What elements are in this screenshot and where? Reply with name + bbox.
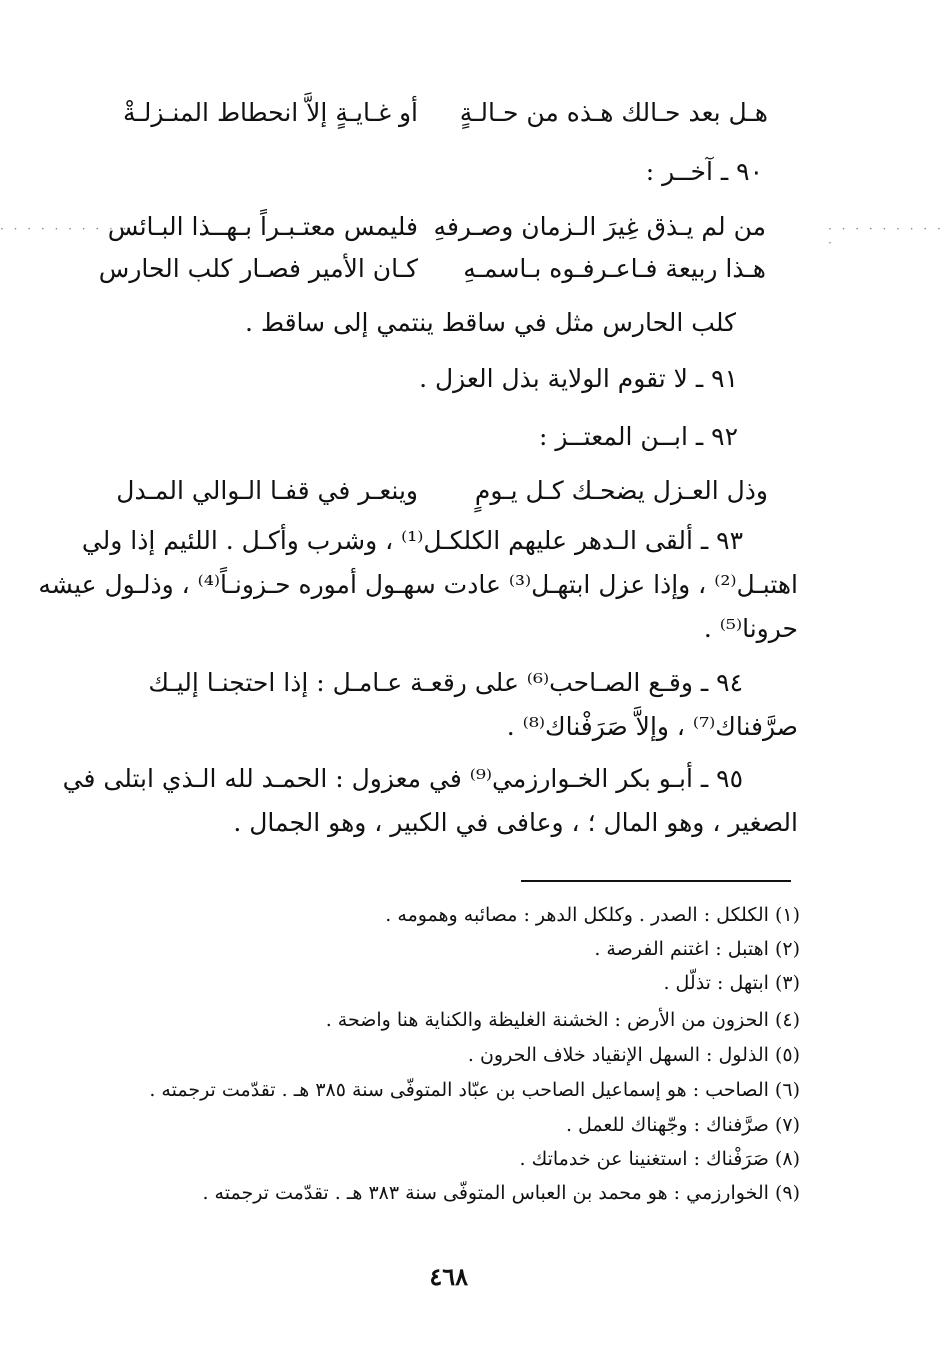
footnote-7: (٧) صرَّفناك : وجّهناك للعمل . xyxy=(565,1114,800,1136)
footnote-8: (٨) صَرَفْناك : استغنينا عن خدماتك . xyxy=(519,1148,800,1170)
para93-line3: حرونا⁽⁵⁾ . xyxy=(703,614,798,643)
margin-dots-right: · · · · · · · · · · xyxy=(828,222,944,250)
para93-line2: اهتبـل⁽²⁾ ، وإذا عزل ابتهـل⁽³⁾ عادت سهـول أموره حـزونـاً⁽⁴⁾ ، وذلـول عيشه xyxy=(38,570,798,599)
poem1-right-hemistich: هـل بعد حـالك هـذه من حـالـةٍ xyxy=(459,98,768,127)
para94-line1: ٩٤ ـ وقـع الصـاحب⁽⁶⁾ على رقعـة عـامـل : إذا احتجنـا إليـك xyxy=(148,668,743,697)
proverb-line: كلب الحارس مثل في ساقط ينتمي إلى ساقط . xyxy=(244,308,736,337)
footnote-4: (٤) الحزون من الأرض : الخشنة الغليظة والكناية هنا واضحة . xyxy=(325,1009,800,1031)
footnote-separator xyxy=(521,880,791,882)
poem2-line1-left: فليمس معتـبـراً بـهــذا البـائس xyxy=(107,212,418,241)
footnote-2: (٢) اهتبل : اغتنم الفرصة . xyxy=(594,938,800,960)
heading-92: ٩٢ ـ ابــن المعتــز : xyxy=(538,422,738,451)
poem1-left-hemistich: أو غـايـةٍ إلاَّ انحطاط المنـزلـةْ xyxy=(122,98,418,127)
poem3-left-hemistich: وينعـر في قفـا الـوالي المـدل xyxy=(116,476,418,505)
para95-line1: ٩٥ ـ أبـو بكر الخـوارزمي⁽⁹⁾ في معزول : الحمـد لله الـذي ابتلى في xyxy=(62,764,743,793)
item-91: ٩١ ـ لا تقوم الولاية بذل العزل . xyxy=(419,364,738,393)
poem2-line1-right: من لم يـذق غِيرَ الـزمان وصـرفهِ xyxy=(433,212,766,241)
footnote-1: (١) الكلكل : الصدر . وكلكل الدهر : مصائبه وهمومه . xyxy=(385,904,800,926)
footnote-9: (٩) الخوارزمي : هو محمد بن العباس المتوفّى سنة ٣٨٣ هـ . تقدّمت ترجمته . xyxy=(202,1182,800,1204)
para93-line1: ٩٣ ـ ألقى الـدهر عليهم الكلكـل⁽¹⁾ ، وشرب وأكـل . اللئيم إذا ولي xyxy=(81,526,743,555)
poem2-line2-left: كـان الأمير فصـار كلب الحارس xyxy=(98,254,418,283)
para95-line2: الصغير ، وهو المال ؛ ، وعافى في الكبير ، وهو الجمال . xyxy=(233,808,798,837)
heading-90: ٩٠ ـ آخــر : xyxy=(645,157,763,186)
page-number: ٤٦٨ xyxy=(429,1262,468,1291)
margin-dots-left: · · · · · · · · · · xyxy=(0,222,130,236)
footnote-6: (٦) الصاحب : هو إسماعيل الصاحب بن عبّاد المتوفّى سنة ٣٨٥ هـ . تقدّمت ترجمته . xyxy=(149,1079,800,1101)
para94-line2: صرَّفناك⁽⁷⁾ ، وإلاَّ صَرَفْناك⁽⁸⁾ . xyxy=(506,712,798,741)
footnote-3: (٣) ابتهل : تذلّل . xyxy=(663,972,800,994)
poem3-right-hemistich: وذل العـزل يضحـك كـل يـومٍ xyxy=(474,476,768,505)
poem2-line2-right: هـذا ربيعة فـاعـرفـوه بـاسمـهِ xyxy=(463,254,766,283)
footnote-5: (٥) الذلول : السهل الإنقياد خلاف الحرون . xyxy=(467,1044,800,1066)
